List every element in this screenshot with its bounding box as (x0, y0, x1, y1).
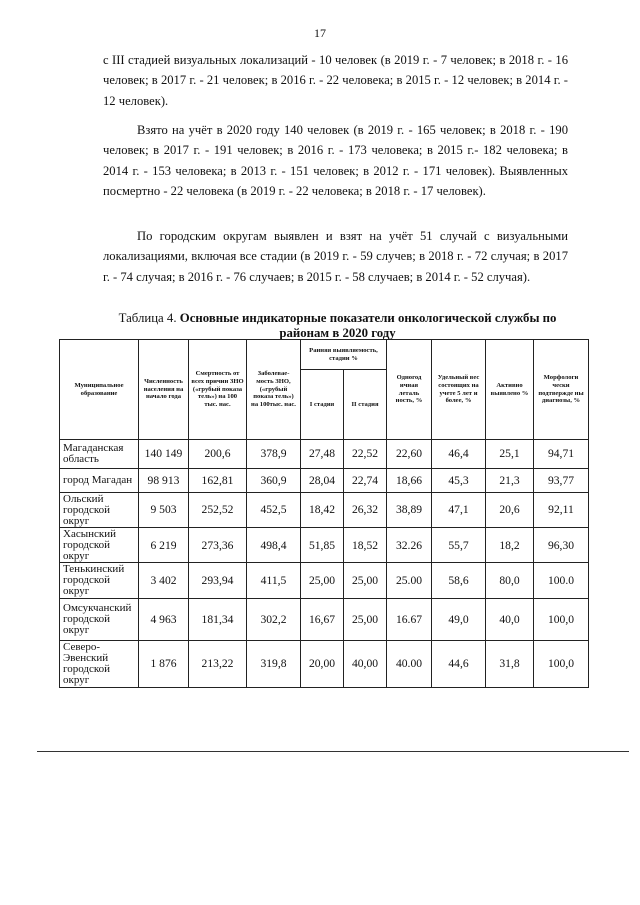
cell-five-year: 44,6 (432, 641, 486, 688)
table-row (60, 563, 589, 598)
table-row (60, 492, 589, 527)
cell-morph: 100,0 (534, 598, 589, 641)
cell-active: 40,0 (486, 598, 534, 641)
cell-lethality: 25.00 (387, 563, 432, 598)
cell-mortality: 162,81 (189, 469, 247, 493)
cell-population: 6 219 (139, 528, 189, 563)
cell-stage1: 16,67 (301, 598, 344, 641)
table-caption-prefix: Таблица 4. (118, 311, 177, 325)
cell-morph: 93,77 (534, 469, 589, 493)
header-active-detection: Активно выявлено % (486, 340, 534, 440)
paragraph-stage3: с III стадией визуальных локализаций - 10 человек (в 2019 г. - 7 человек; в 2018 г. - 16 человек; в 2017 г. - 21 человек; в 2016 г. - 22 человека; в 2015 г. - 12 человек; в 2014 г. - 12 человек). (103, 53, 568, 108)
cell-morph: 94,71 (534, 440, 589, 469)
cell-active: 21,3 (486, 469, 534, 493)
cell-name: Магаданская область (60, 440, 139, 469)
cell-mortality: 213,22 (189, 641, 247, 688)
paragraph-city-districts (103, 226, 568, 287)
cell-five-year: 45,3 (432, 469, 486, 493)
cell-morbidity: 411,5 (247, 563, 301, 598)
table-body (60, 440, 589, 688)
table-row (60, 641, 589, 688)
cell-mortality: 252,52 (189, 492, 247, 527)
cell-stage1: 28,04 (301, 469, 344, 493)
cell-mortality: 273,36 (189, 528, 247, 563)
cell-stage1: 27,48 (301, 440, 344, 469)
cell-stage2: 26,32 (344, 492, 387, 527)
table-row (60, 469, 589, 493)
cell-lethality: 38,89 (387, 492, 432, 527)
cell-morph: 96,30 (534, 528, 589, 563)
cell-morbidity: 360,9 (247, 469, 301, 493)
header-population: Численность населения на начало года (139, 340, 189, 440)
cell-stage2: 22,52 (344, 440, 387, 469)
cell-morph: 100,0 (534, 641, 589, 688)
cell-name: Ольский городской округ (60, 492, 139, 527)
cell-active: 31,8 (486, 641, 534, 688)
header-one-year-lethality: Одногод ичная леталь ность, % (387, 340, 432, 440)
cell-five-year: 58,6 (432, 563, 486, 598)
cell-stage2: 40,00 (344, 641, 387, 688)
table-caption (100, 311, 575, 341)
cell-stage1: 25,00 (301, 563, 344, 598)
cell-population: 98 913 (139, 469, 189, 493)
footer-rule (37, 751, 629, 752)
cell-five-year: 49,0 (432, 598, 486, 641)
table-row (60, 528, 589, 563)
header-morph-confirmation: Морфологи чески подтвержде ны диагнозы, % (534, 340, 589, 440)
cell-name: Северо-Эвенский городской округ (60, 641, 139, 688)
cell-name: Хасынский городской округ (60, 528, 139, 563)
header-municipality: Муниципальное образование (60, 340, 139, 440)
cell-lethality: 18,66 (387, 469, 432, 493)
table-row (60, 598, 589, 641)
cell-morbidity: 319,8 (247, 641, 301, 688)
cell-mortality: 181,34 (189, 598, 247, 641)
cell-morbidity: 498,4 (247, 528, 301, 563)
cell-stage2: 22,74 (344, 469, 387, 493)
cell-stage1: 18,42 (301, 492, 344, 527)
cell-active: 18,2 (486, 528, 534, 563)
cell-population: 9 503 (139, 492, 189, 527)
cell-population: 140 149 (139, 440, 189, 469)
cell-five-year: 46,4 (432, 440, 486, 469)
cell-mortality: 293,94 (189, 563, 247, 598)
paragraph-registered (103, 120, 568, 202)
table-row (60, 440, 589, 469)
paragraph-registered-text: Взято на учёт в 2020 году 140 человек (в 2019 г. - 165 человек; в 2018 г. - 190 человек; в 2017 г. - 191 человек; в 2016 г. - 173 человека; в 2015 г.- 182 человека; в 2014 г. - 153 человека; в 2013 г. - 151 человек; в 2012 г. - 171 человек). Выявленных посмертно - 22 человека (в 2019 г. - 22 человека; в 2018 г. - 17 человек). (103, 123, 568, 199)
cell-population: 4 963 (139, 598, 189, 641)
header-five-year-share: Удельный вес состоящих на учете 5 лет и более, % (432, 340, 486, 440)
cell-active: 20,6 (486, 492, 534, 527)
cell-morbidity: 302,2 (247, 598, 301, 641)
cell-population: 3 402 (139, 563, 189, 598)
cell-active: 80,0 (486, 563, 534, 598)
indicators-table (59, 339, 589, 688)
cell-name: Тенькинский городской округ (60, 563, 139, 598)
cell-mortality: 200,6 (189, 440, 247, 469)
cell-lethality: 40.00 (387, 641, 432, 688)
table-caption-title: Основные индикаторные показатели онкологической службы по районам в 2020 году (179, 311, 557, 340)
page-number: 17 (314, 26, 326, 40)
header-early-detection: Ранняя выявляемость, стадии % (301, 340, 387, 370)
header-stage2: II стадия (344, 370, 387, 440)
cell-stage2: 25,00 (344, 563, 387, 598)
cell-five-year: 55,7 (432, 528, 486, 563)
cell-morph: 92,11 (534, 492, 589, 527)
cell-active: 25,1 (486, 440, 534, 469)
cell-morph: 100.0 (534, 563, 589, 598)
cell-five-year: 47,1 (432, 492, 486, 527)
header-morbidity: Заболевае-мость ЗНО, («грубый показа тель») на 100тыс. нас. (247, 340, 301, 440)
header-stage1: I стадия (301, 370, 344, 440)
cell-stage1: 20,00 (301, 641, 344, 688)
cell-name: город Магадан (60, 469, 139, 493)
cell-population: 1 876 (139, 641, 189, 688)
paragraph-city-districts-text: По городским округам выявлен и взят на учёт 51 случай с визуальными локализациями, включая все стадии (в 2019 г. - 59 случев; в 2018 г. - 72 случая; в 2017 г. - 74 случая; в 2016 г. - 76 случаев; в 2015 г. - 58 случаев; в 2014 г. - 52 случая). (103, 229, 568, 284)
cell-lethality: 16.67 (387, 598, 432, 641)
header-mortality: Смертность от всех причин ЗНО («грубый показа тель») на 100 тыс. нас. (189, 340, 247, 440)
cell-stage1: 51,85 (301, 528, 344, 563)
cell-morbidity: 452,5 (247, 492, 301, 527)
cell-lethality: 22,60 (387, 440, 432, 469)
cell-stage2: 25,00 (344, 598, 387, 641)
cell-lethality: 32.26 (387, 528, 432, 563)
cell-morbidity: 378,9 (247, 440, 301, 469)
cell-stage2: 18,52 (344, 528, 387, 563)
cell-name: Омсукчанский городской округ (60, 598, 139, 641)
